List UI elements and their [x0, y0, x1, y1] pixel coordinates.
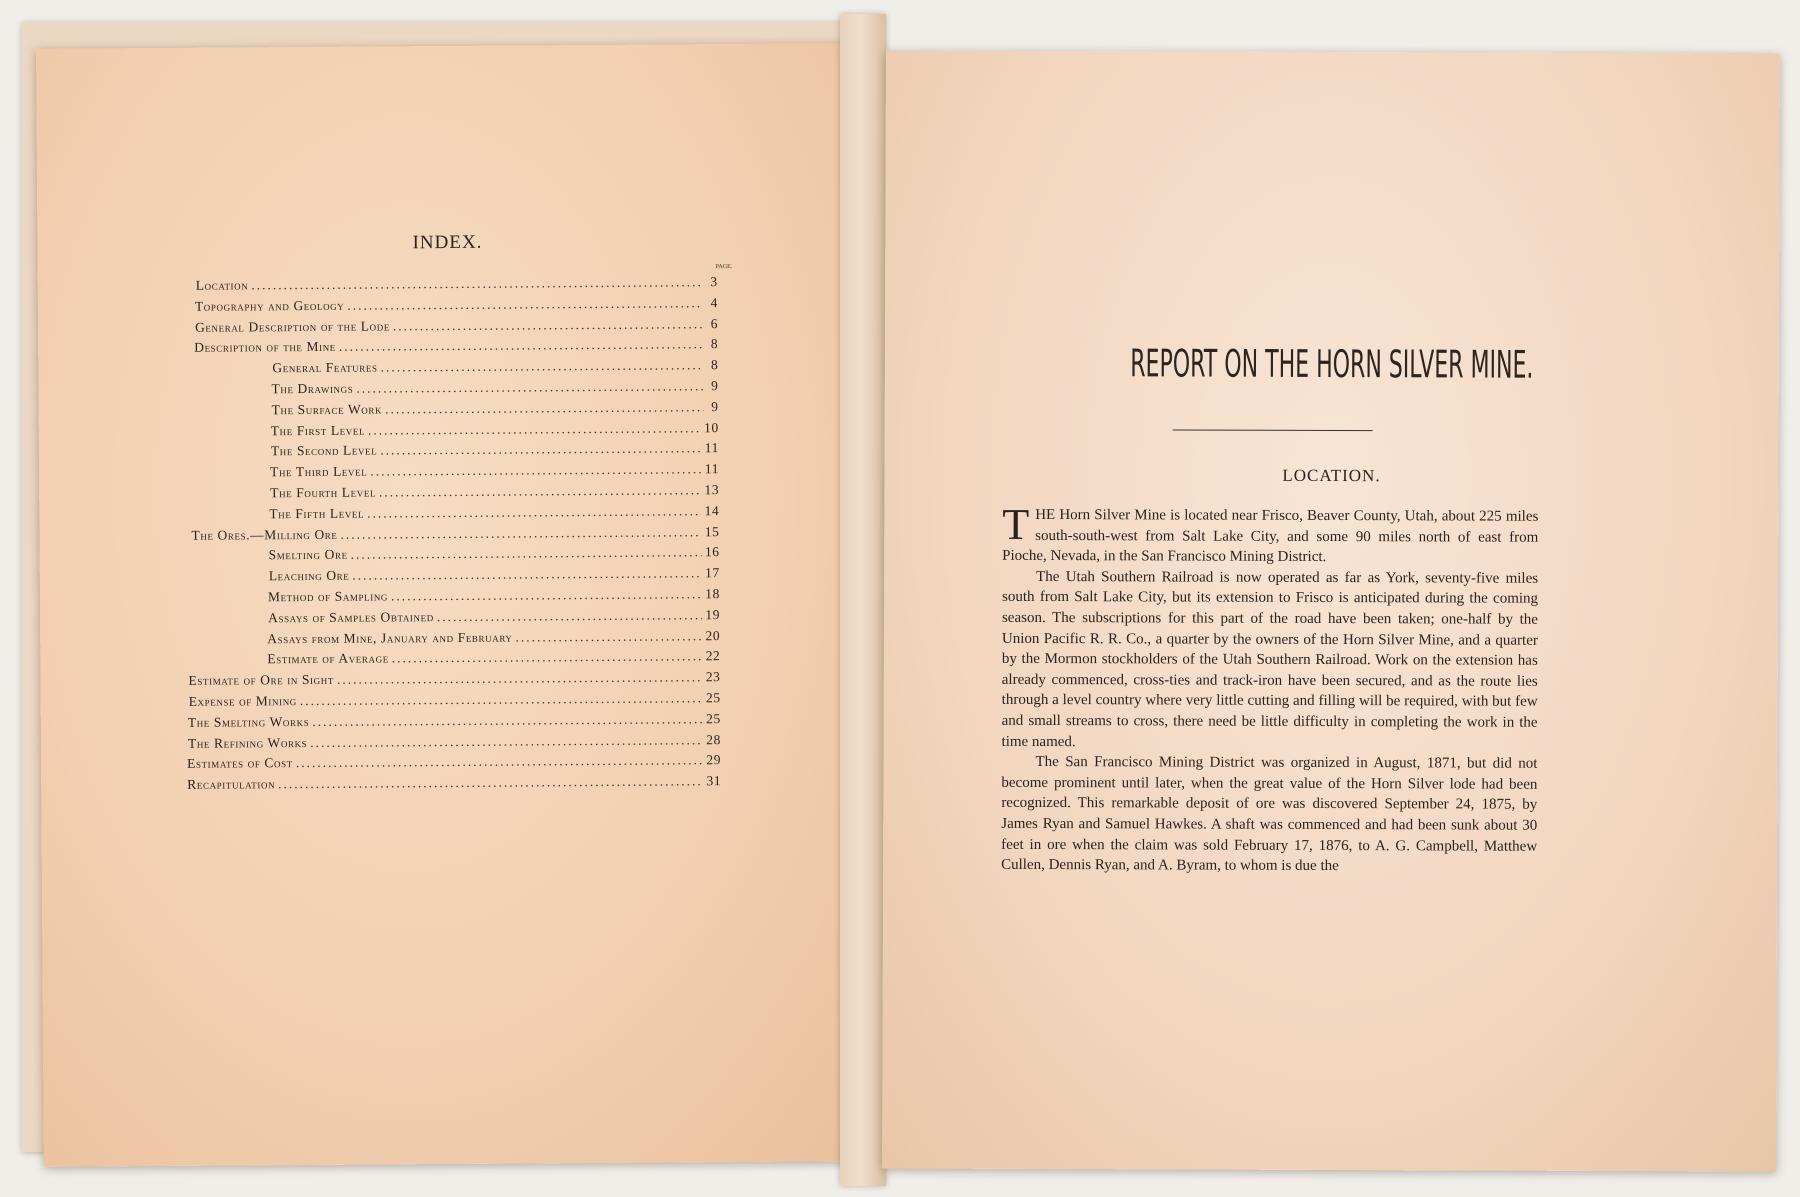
index-entry-leader [380, 440, 702, 458]
index-entry-page: 25 [706, 711, 721, 727]
index-entry [269, 565, 720, 584]
index-entry-leader [379, 482, 702, 500]
index-entry-label: Location [195, 277, 249, 293]
paragraph-2: The Utah Southern Railroad is now operated as far as York, seventy-five miles south from Salt Lake City, but its extension to Frisco is anticipated during the coming season. The subscriptions for this part of the road have been taken; one-half by the Union Pacific R. R. Co., a quarter by the owners of the Horn Silver Mine, and a quarter by the Mormon stockholders of the Utah Southern Railroad. Work on the extension has already commenced, cross-ties and track-iron have been secured, and as the route lies through a level country where very little cutting and filling will be required, with but few and small streams to cross, there need be little difficulty in completing the work in the time named. [1001, 568, 1539, 750]
index-entry-label: The Drawings [271, 380, 354, 397]
index-entry-leader [352, 565, 702, 583]
index-entry-page: 17 [705, 565, 720, 581]
index-entry-page: 19 [705, 607, 721, 623]
index-entry-leader [347, 295, 703, 313]
index-entry-label: The Refining Works [187, 735, 308, 751]
index-entry-page: 16 [704, 544, 720, 560]
index-entry-page: 9 [711, 378, 719, 394]
index-entry [194, 336, 718, 356]
index-entry-page: 28 [706, 732, 721, 748]
index-entry [271, 440, 719, 459]
index-entry-leader [381, 357, 704, 375]
drop-cap: T [1002, 499, 1030, 549]
index-entry-page: 8 [710, 357, 719, 373]
index-entry-leader [312, 711, 703, 730]
index-entry-label: Assays from Mine, January and February [267, 629, 513, 647]
index-entry-leader [278, 773, 703, 792]
index-entry-label: The Fifth Level [269, 505, 365, 522]
index-entry-label: Description of the Mine [194, 338, 336, 355]
index-entry [267, 648, 720, 667]
index-list [38, 273, 858, 792]
index-entry-leader [367, 503, 702, 521]
index-entry-label: Estimates of Cost [187, 755, 293, 771]
index-entry-page: 13 [704, 482, 720, 498]
index-entry-leader [356, 378, 703, 396]
body-text [1001, 499, 1539, 878]
index-entry-leader [393, 316, 703, 334]
index-entry-leader [392, 648, 703, 666]
index-entry-label: General Features [272, 359, 378, 376]
index-entry [269, 503, 719, 522]
index-entry [268, 586, 720, 605]
index-entry-leader [340, 524, 701, 543]
report-title: REPORT ON THE HORN SILVER MINE. [1130, 341, 1534, 387]
index-entry-page: 11 [704, 461, 720, 477]
index-title: INDEX. [412, 231, 483, 254]
index-entry-page: 11 [704, 440, 719, 456]
index-entry-page: 18 [705, 586, 720, 602]
report-page [882, 50, 1780, 1171]
index-entry [271, 420, 719, 439]
index-entry-label: Smelting Ore [268, 546, 348, 563]
index-entry [191, 524, 719, 544]
index-entry [187, 752, 721, 772]
index-entry-page: 9 [711, 399, 719, 415]
index-entry [195, 295, 718, 315]
index-entry-leader [370, 461, 702, 479]
index-entry [189, 690, 721, 710]
index-entry-leader [310, 732, 703, 751]
index-entry-label: Topography and Geology [194, 297, 345, 314]
paragraph-1 [1002, 499, 1539, 569]
index-entry-page: 22 [705, 648, 721, 664]
index-entry-label: The Surface Work [271, 401, 383, 418]
index-entry-label: Estimate of Ore in Sight [188, 671, 334, 688]
index-entry-label: General Description of the Lode [195, 318, 390, 335]
index-entry-leader [337, 669, 703, 688]
index-entry-label: Estimate of Average [267, 650, 389, 667]
index-entry-label: The Fourth Level [270, 484, 377, 501]
paragraph-3: The San Francisco Mining District was organized in August, 1871, but did not become prominent until later, when the great value of the Horn Silver lode had been recognized. This remarkable deposit of ore was discovered September 24, 1875, by James Ryan and Samuel Hawkes. A shaft was commenced and had been sunk about 30 feet in ore when the claim was sold February 17, 1876, to A. G. Campbell, Matthew Cullen, Dennis Ryan, and A. Byram, to whom is due the [1001, 754, 1538, 875]
index-entry [268, 607, 720, 626]
index-entry-leader [437, 607, 703, 625]
index-entry [196, 274, 718, 294]
index-entry-page: 25 [705, 690, 721, 706]
index-entry-leader [300, 690, 703, 709]
index-entry-page: 14 [704, 503, 720, 519]
index-entry-leader [351, 544, 702, 562]
index-entry-page: 20 [705, 628, 721, 644]
index-entry [188, 711, 721, 731]
index-entry [272, 399, 719, 418]
index-entry-leader [296, 752, 704, 771]
index-entry [188, 669, 720, 689]
index-entry-page: 31 [706, 773, 722, 789]
index-entry [187, 773, 721, 793]
index-entry-label: The Third Level [270, 463, 368, 480]
index-entry [267, 628, 720, 647]
page-column-heading: PAGE. [715, 264, 733, 271]
index-entry-label: Assays of Samples Obtained [268, 609, 434, 626]
index-entry-page: 10 [704, 420, 719, 436]
index-entry-leader [368, 420, 701, 438]
section-title: LOCATION. [1282, 465, 1381, 486]
title-rule [1173, 429, 1373, 431]
index-entry-page: 15 [704, 524, 720, 540]
index-entry-label: Expense of Mining [188, 693, 297, 709]
index-entry [195, 316, 718, 336]
index-entry-page: 3 [710, 274, 718, 290]
index-entry-page: 4 [710, 295, 718, 311]
index-page [36, 43, 864, 1167]
index-entry-leader [339, 336, 703, 355]
index-entry [269, 544, 720, 563]
index-entry-page: 23 [705, 669, 721, 685]
index-entry [270, 461, 719, 480]
index-entry [272, 357, 718, 376]
index-entry-page: 8 [710, 336, 719, 352]
index-entry [271, 378, 718, 397]
index-entry-label: The Second Level [270, 442, 378, 459]
index-entry-label: Recapitulation [187, 776, 276, 792]
index-entry-leader [391, 586, 702, 604]
index-entry-label: The Ores.—Milling Ore [191, 526, 338, 543]
book-spine [840, 14, 886, 1186]
index-entry-label: Leaching Ore [268, 567, 350, 584]
paragraph-1-text: HE Horn Silver Mine is located near Frisco, Beaver County, Utah, about 225 miles south-south-west from Salt Lake City, and some 90 miles north of east from Pioche, Nevada, in the San Francisco Mining District. [1002, 506, 1539, 566]
index-entry-leader [385, 399, 704, 417]
index-entry-label: Method of Sampling [267, 588, 389, 605]
index-entry-label: The Smelting Works [187, 713, 310, 730]
index-entry [188, 732, 721, 752]
index-entry-leader [251, 274, 703, 293]
index-entry [270, 482, 719, 501]
index-entry-leader [515, 628, 702, 645]
index-entry-page: 29 [706, 752, 722, 768]
index-entry-label: The First Level [270, 422, 366, 439]
index-entry-page: 6 [710, 316, 719, 332]
